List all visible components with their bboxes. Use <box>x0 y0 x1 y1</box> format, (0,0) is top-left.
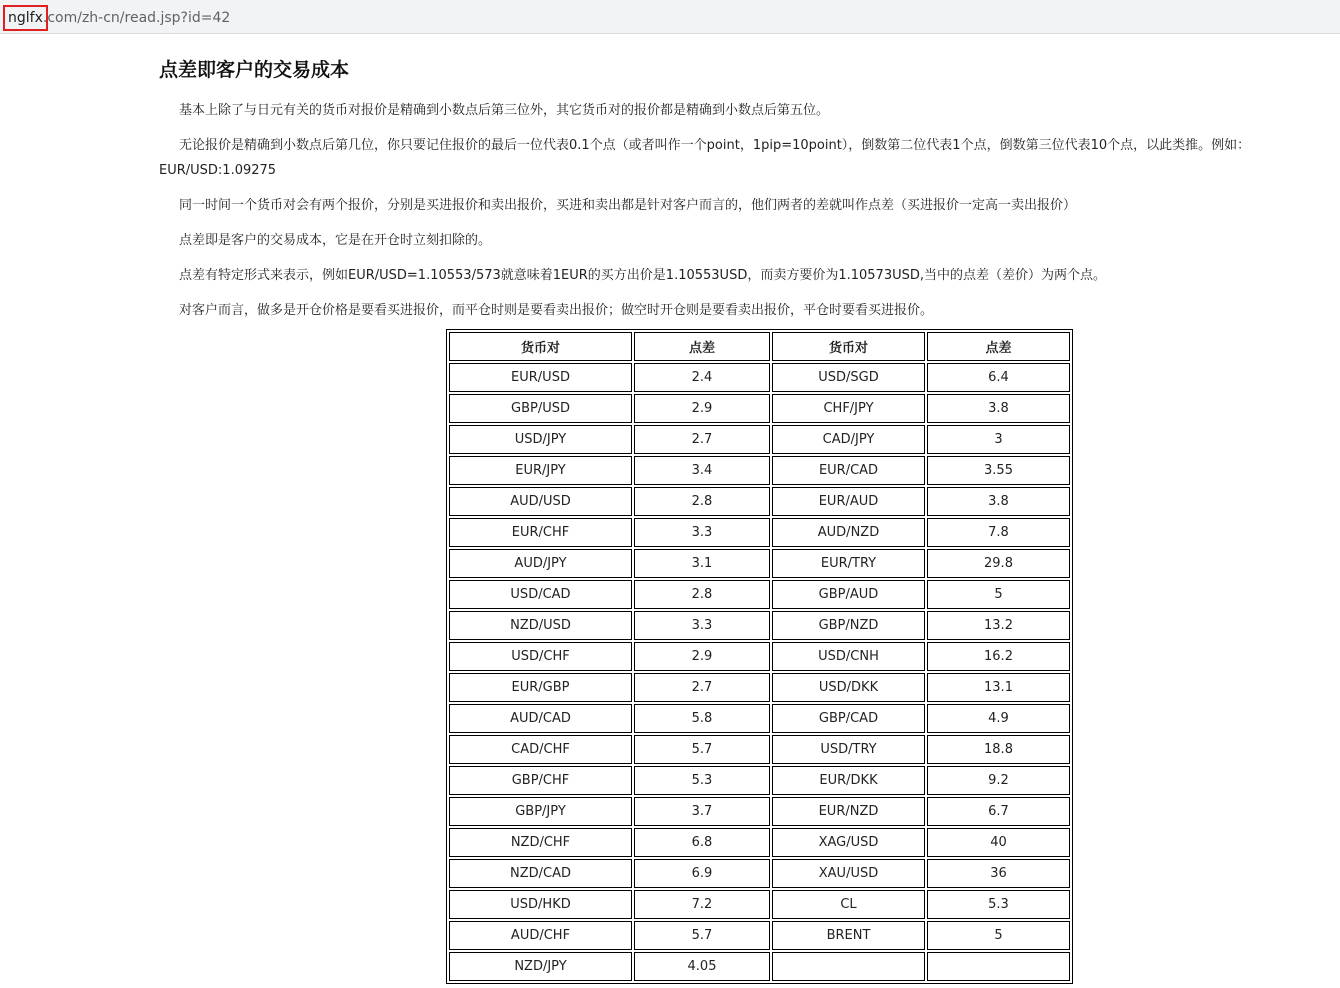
cell-currency-pair: USD/CAD <box>449 580 632 609</box>
cell-spread: 3.7 <box>634 797 770 826</box>
spread-table-container <box>446 329 1073 984</box>
cell-spread: 18.8 <box>927 735 1070 764</box>
header-cell-pair: 货币对 <box>449 332 632 361</box>
cell-currency-pair: XAG/USD <box>772 828 925 857</box>
cell-spread: 5.8 <box>634 704 770 733</box>
cell-spread: 4.05 <box>634 952 770 981</box>
table-row <box>449 859 1070 888</box>
table-row <box>449 797 1070 826</box>
cell-currency-pair: GBP/CAD <box>772 704 925 733</box>
cell-spread: 2.8 <box>634 487 770 516</box>
cell-spread: 6.7 <box>927 797 1070 826</box>
cell-currency-pair: GBP/USD <box>449 394 632 423</box>
table-row <box>449 766 1070 795</box>
cell-currency-pair: NZD/USD <box>449 611 632 640</box>
cell-currency-pair: AUD/CHF <box>449 921 632 950</box>
cell-currency-pair: USD/SGD <box>772 363 925 392</box>
spread-table <box>446 329 1073 984</box>
cell-spread: 6.4 <box>927 363 1070 392</box>
table-row <box>449 673 1070 702</box>
cell-currency-pair: AUD/USD <box>449 487 632 516</box>
address-bar[interactable] <box>0 0 1340 34</box>
cell-spread: 5.3 <box>927 890 1070 919</box>
cell-spread: 16.2 <box>927 642 1070 671</box>
cell-currency-pair: EUR/USD <box>449 363 632 392</box>
cell-spread: 3.8 <box>927 394 1070 423</box>
cell-currency-pair: GBP/JPY <box>449 797 632 826</box>
cell-currency-pair: NZD/JPY <box>449 952 632 981</box>
url-path: .com/zh-cn/read.jsp?id=42 <box>42 10 231 26</box>
table-row <box>449 890 1070 919</box>
cell-spread: 7.2 <box>634 890 770 919</box>
cell-currency-pair: CAD/JPY <box>772 425 925 454</box>
table-row <box>449 828 1070 857</box>
header-cell-spread: 点差 <box>634 332 770 361</box>
cell-currency-pair: CHF/JPY <box>772 394 925 423</box>
table-row <box>449 642 1070 671</box>
cell-currency-pair: USD/CNH <box>772 642 925 671</box>
table-row <box>449 549 1070 578</box>
cell-currency-pair: USD/TRY <box>772 735 925 764</box>
cell-currency-pair: EUR/NZD <box>772 797 925 826</box>
cell-currency-pair: USD/DKK <box>772 673 925 702</box>
cell-currency-pair: AUD/NZD <box>772 518 925 547</box>
cell-currency-pair: USD/JPY <box>449 425 632 454</box>
cell-spread: 29.8 <box>927 549 1070 578</box>
paragraph: 点差有特定形式来表示，例如EUR/USD=1.10553/573就意味着1EUR的买方出价是1.10553USD，而卖方要价为1.10573USD,当中的点差（差价）为两个点。 <box>179 268 1106 283</box>
cell-spread: 2.7 <box>634 673 770 702</box>
article <box>159 56 1329 333</box>
table-row <box>449 952 1070 981</box>
paragraph: 基本上除了与日元有关的货币对报价是精确到小数点后第三位外，其它货币对的报价都是精确到小数点后第五位。 <box>179 103 830 118</box>
cell-spread: 5.3 <box>634 766 770 795</box>
table-row <box>449 394 1070 423</box>
table-row <box>449 518 1070 547</box>
cell-currency-pair: GBP/AUD <box>772 580 925 609</box>
cell-spread: 3.1 <box>634 549 770 578</box>
table-row <box>449 425 1070 454</box>
cell-spread: 7.8 <box>927 518 1070 547</box>
cell-currency-pair: EUR/DKK <box>772 766 925 795</box>
page-title: 点差即客户的交易成本 <box>159 59 350 81</box>
cell-spread <box>927 952 1070 981</box>
cell-currency-pair: AUD/JPY <box>449 549 632 578</box>
cell-spread: 2.7 <box>634 425 770 454</box>
cell-currency-pair: AUD/CAD <box>449 704 632 733</box>
cell-currency-pair: NZD/CAD <box>449 859 632 888</box>
cell-currency-pair: USD/CHF <box>449 642 632 671</box>
cell-currency-pair: GBP/CHF <box>449 766 632 795</box>
table-row <box>449 456 1070 485</box>
cell-spread: 13.2 <box>927 611 1070 640</box>
paragraph: 无论报价是精确到小数点后第几位，你只要记住报价的最后一位代表0.1个点（或者叫作一个point，1pip=10point），倒数第二位代表1个点，倒数第三位代表10个点，以此类推。例如：EUR/USD:1.09275 <box>159 138 1251 178</box>
cell-currency-pair: CAD/CHF <box>449 735 632 764</box>
paragraph: 点差即是客户的交易成本，它是在开仓时立刻扣除的。 <box>179 233 492 248</box>
cell-spread: 3.3 <box>634 611 770 640</box>
cell-currency-pair: EUR/CAD <box>772 456 925 485</box>
table-row <box>449 704 1070 733</box>
table-row <box>449 363 1070 392</box>
cell-spread: 4.9 <box>927 704 1070 733</box>
cell-spread: 5 <box>927 921 1070 950</box>
header-cell-spread: 点差 <box>927 332 1070 361</box>
table-row <box>449 611 1070 640</box>
cell-spread: 3.4 <box>634 456 770 485</box>
cell-spread: 6.9 <box>634 859 770 888</box>
table-row <box>449 921 1070 950</box>
url-text[interactable] <box>8 9 230 27</box>
cell-spread: 9.2 <box>927 766 1070 795</box>
cell-spread: 40 <box>927 828 1070 857</box>
cell-spread: 6.8 <box>634 828 770 857</box>
cell-spread: 2.8 <box>634 580 770 609</box>
table-row <box>449 580 1070 609</box>
cell-spread: 3.8 <box>927 487 1070 516</box>
cell-currency-pair: EUR/AUD <box>772 487 925 516</box>
cell-currency-pair: EUR/TRY <box>772 549 925 578</box>
table-body <box>449 363 1070 981</box>
table-row <box>449 487 1070 516</box>
cell-spread: 13.1 <box>927 673 1070 702</box>
cell-spread: 3.3 <box>634 518 770 547</box>
cell-currency-pair: BRENT <box>772 921 925 950</box>
cell-spread: 5 <box>927 580 1070 609</box>
url-host: nglfx <box>8 10 43 26</box>
cell-currency-pair: GBP/NZD <box>772 611 925 640</box>
cell-spread: 5.7 <box>634 735 770 764</box>
paragraph: 同一时间一个货币对会有两个报价，分别是买进报价和卖出报价，买进和卖出都是针对客户而言的，他们两者的差就叫作点差（买进报价一定高一卖出报价） <box>179 198 1077 213</box>
cell-spread: 5.7 <box>634 921 770 950</box>
paragraph: 对客户而言，做多是开仓价格是要看买进报价，而平仓时则是要看卖出报价；做空时开仓则是要看卖出报价，平仓时要看买进报价。 <box>179 303 934 318</box>
cell-spread: 3 <box>927 425 1070 454</box>
cell-currency-pair <box>772 952 925 981</box>
cell-currency-pair: XAU/USD <box>772 859 925 888</box>
cell-currency-pair: CL <box>772 890 925 919</box>
cell-currency-pair: EUR/CHF <box>449 518 632 547</box>
cell-currency-pair: USD/HKD <box>449 890 632 919</box>
cell-currency-pair: EUR/GBP <box>449 673 632 702</box>
cell-spread: 36 <box>927 859 1070 888</box>
cell-spread: 2.9 <box>634 394 770 423</box>
cell-spread: 2.9 <box>634 642 770 671</box>
table-row <box>449 735 1070 764</box>
cell-spread: 3.55 <box>927 456 1070 485</box>
cell-spread: 2.4 <box>634 363 770 392</box>
cell-currency-pair: EUR/JPY <box>449 456 632 485</box>
cell-currency-pair: NZD/CHF <box>449 828 632 857</box>
header-cell-pair: 货币对 <box>772 332 925 361</box>
table-header-row <box>449 332 1070 361</box>
